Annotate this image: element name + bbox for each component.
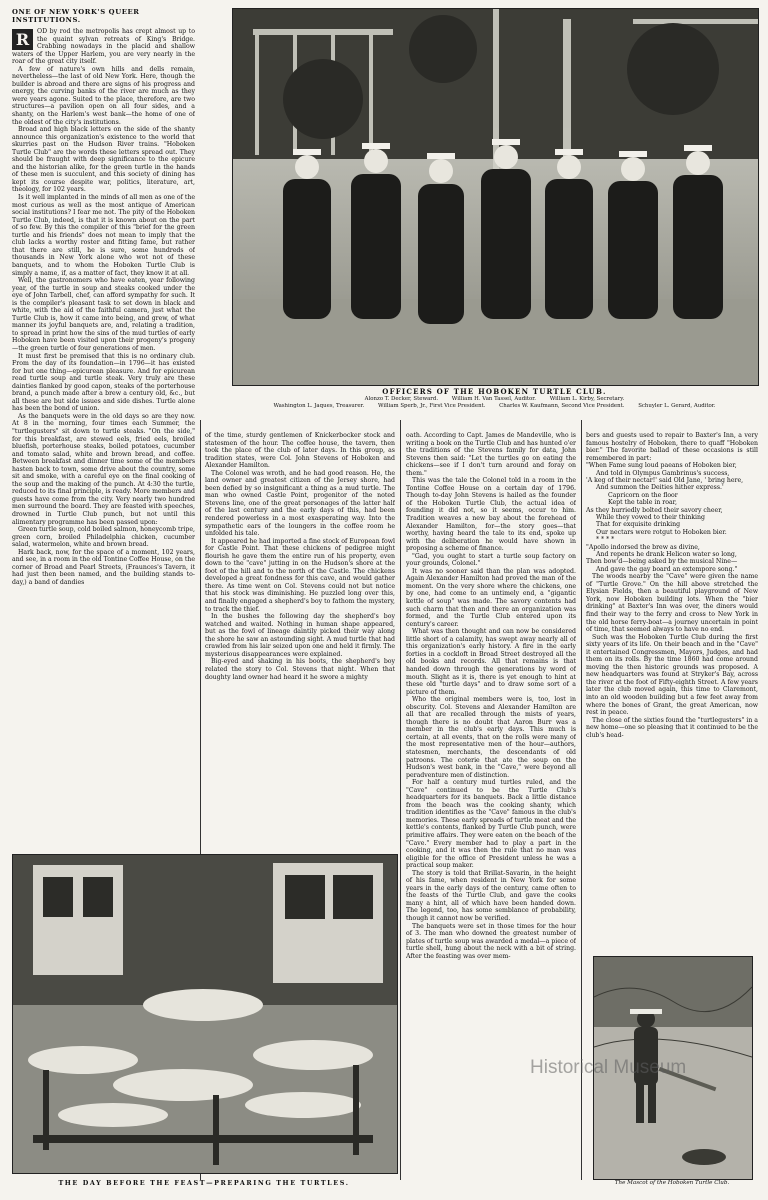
officers-caption [232,388,757,410]
paragraph: "Gad, you ought to start a turtle soup factory on your grounds, Colonel." [406,552,576,568]
verse-line: * * * * [596,536,615,544]
paragraph: Who the original members were is, too, lost in obscurity. Col. Stevens and Alexander Hamilton are all that are recalled through the mists of years, though there is no doubt that Aaron Burr was a member in the club's early days. This much is certain, at all events, that on the rolls were many of the most representative men of the hour—authors, statesmen, merchants, the descendants of old patroons. The coterie that ate the soup on the Hudson's west bank, in the "Cave," were beyond all peradventure men of distinction. [406,696,576,779]
watermark: Historical Museum [530,1057,687,1078]
officers-photo [232,8,759,386]
column-3 [406,432,576,1194]
verse-line: Then bow'd—being asked by the musical Nine— [586,558,738,566]
paragraph: It was no sooner said than the plan was adopted. Again Alexander Hamilton had proved the man of the moment. On the very shore where the chickens, one by one, had come to an untimely end, a "gigantic kettle of soup" was made. The savory contents had such charm that then and there an organization was formed, and the Turtle Club entered upon its century's career. [406,567,576,628]
officers-names-row-1 [232,396,757,403]
verse-line: Our nectars were rotgut to Hoboken bier. [596,528,727,536]
officer-name: Charles W. Kaufmann, Second Vice President. [499,402,625,409]
officer-name: Schuyler L. Gerard, Auditor. [638,402,716,409]
paragraph: A few of nature's own hills and dells remain, nevertheless—the last of old New York. Here, though the builder is abroad and there are signs of his progress and energy, the curving banks of the river are much as they were years agone. Suited to the place, therefore, are two structures—a pavilion open on all four sides, and a shanty, on the Harlem's west bank—the home of one of the oldest of the city's institutions. [12,65,195,126]
officers-caption-title: OFFICERS OF THE HOBOKEN TURTLE CLUB. [382,387,607,396]
column-rule [400,420,401,1180]
paragraph: Big-eyed and shaking in his boots, the shepherd's boy related the story to Col. Stevens that night. When that doughty land owner had heard it he swore a mighty [205,658,395,681]
paragraph: Broad and high black letters on the side of the shanty announce this organization's existence to the world that skurries past on the Hudson River trains. "Hoboken Turtle Club" are the words these letters spread out. They should be fraught with deep significance to the epicure and the historian alike, for the green turtle in the hands of these men is succulent, and this society of dining has kept its course despite war, politics, literature, art, theology, for 102 years. [12,126,195,194]
paragraph: Well, the gastronomers who have eaten, year following year, of the turtle in soup and steaks cooked under the eye of John Tarbell, chef, can afford sympathy for such. It is the compiler's pleasant task to set down in black and white, with the aid of the faithful camera, just what the Turtle Club is, how it came into being, and grew, of what manner its joyful banquets are, and, relating a tradition, to spread in print how the sins of the mud turtles of early Hoboken have been visited upon their progeny's progeny—the green turtle of four generations of men. [12,277,195,352]
verse-line: And gave the gay board an extempore song." [596,565,738,573]
paragraph: It must first be premised that this is no ordinary club. From the day of its foundation—in 1796—it has existed for but one thing—epicurean pleasure. And for epicurean read turtle soup and turtle steak. Very truly are these dainties flanked by good capon, steaks of the porterhouse brand, a punch made after a brew a century old, &c., but all these are but side issues and side dishes. Turtle alone has been the bond of union. [12,352,195,413]
paragraph: What was then thought and can now be considered little short of a calamity, has swept away nearly all of this organization's early history. A fire in the early forties in a cockloft in Broad Street destroyed all the old books and records. All that remains is that handed down through the generations by word of mouth. Slight as it is, there is yet enough to hint at these old "turtle days" and to draw some sort of a picture of them. [406,628,576,696]
paragraph: It appeared he had imported a fine stock of European fowl for Castle Point. That these chickens of pedigree might flourish he gave them the entire run of his property, even down to the "cave" jutting in on the Hudson's shore at the foot of the hill and to the north of the Castle. The chickens developed a great fondness for this cave, and would gather there. As time went on Col. Stevens could not but notice that his stock was diminishing. He puzzled long over this, and finally engaged a shepherd's boy to fathom the mystery, to track the thief. [205,537,395,613]
paragraph: The Colonel was wroth, and he had good reason. He, the land owner and greatest citizen of the Jersey shore, had been defied by so insignificant a thing as a mud turtle. The man who owned Castle Point, progenitor of the noted Stevens line, one of the great personages of the latter half of the last century and the early days of this, had been rendered powerless in a most exasperating way. Into the sympathetic ears of the loungers in the coffee room he unfolded his tale. [205,469,395,538]
column-4 [586,432,758,850]
verse-line: And told in Olympus Gambrinus's success, [596,469,730,477]
turtles-photo-illustration [13,855,397,1173]
verse-line: As they hurriedly bolted their savory cheer, [586,506,723,514]
drop-cap: R [12,29,33,50]
paragraph: bers and guests used to repair to Baxter's Inn, a very famous hostelry of Hoboken, there to quaff "Hoboken bier." The favorite ballad of these occasions is still remembered in part: [586,432,758,462]
paragraph: For half a century mud turtles ruled, and the "Cave" continued to be the Turtle Club's headquarters for its banquets. Back a little distance from the beach was the cooking shanty, which tradition identifies as the "Cave" famous in the club's memories. These early spreads of turtle meat and the kettle's contents, flanked by Turtle Club punch, were primitive affairs. They were eaten on the beach of the "Cave." Every member had to play a part in the cooking, and it was then the rule that no man was eligible for the office of President unless he was a practical soup maker. [406,779,576,870]
paragraph: This was the tale the Colonel told in a room in the Tontine Coffee House on a certain day of 1796. Though to-day John Stevens is hailed as the founder of the Hoboken Turtle Club, the actual idea of founding it did not, so it seems, occur to him. Tradition weaves a new bay about the forehead of Alexander Hamilton, for—the story goes—that worthy, having heard the tale to its end, spoke up with the deliberation he would have shown in proposing a scheme of finance. [406,477,576,553]
column-2 [205,432,395,840]
officer-name: William Sperb, Jr., First Vice President. [377,402,486,409]
officer-name: Alonzo T. Decker, Steward. [364,395,439,402]
verse-line: "Apollo indorsed the brew as divine, [586,543,700,551]
ballad-verse [586,462,758,573]
verse-line: And summon the Deities hither express.' [596,484,724,492]
verse-line: While they vowed to their thinking [596,514,705,522]
turtles-caption: THE DAY BEFORE THE FEAST—PREPARING THE TURTLES. [58,1179,350,1187]
officers-names-row-2 [232,403,757,410]
paragraph: As the banquets were in the old days so are they now. At 8 in the morning, four times each Summer, the "turtlegusters" sit down to turtle steaks. "On the side," for this breakfast, are stewed eels, fried eels, broiled bluefish, porterhouse steaks, boiled potatoes, cucumber and tomato salad, white and brown bread, and coffee. Between breakfast and dinner time some of the members hasten back to town, some drive about the country, some sit and smoke, with a careful eye on the final cooking of the soup and the making of the punch. At 4:30 the turtle, reduced to its final principle, is ready. More members and guests have come from the city. Very nearly two hundred men surround the board. They are feasted with speeches, drowned in Turtle Club punch, but not until this alimentary programme has been passed upon: [12,412,195,526]
article-headline: ONE OF NEW YORK'S QUEER INSTITUTIONS. [12,8,140,24]
verse-line: And repents he drank Helicon water so long, [596,551,737,559]
paragraph: oath. According to Capt. James de Mandeville, who is writing a book on the Turtle Club and has hunted o'er the traditions of the Stevens family for data, John Stevens then said: "Let the turtles go on eating the chickens—see if I don't turn around and foray on them." [406,432,576,477]
officer-name: William H. Van Tassel, Auditor. [451,395,536,402]
verse-line: Kept the table in roar, [608,499,677,507]
verse-line: That for exquisite drinking [596,521,681,529]
paragraph: The woods nearby the "Cave" were given the name of "Turtle Grove." On the hill above stretched the Elysian Fields, then a beautiful playground of New York, now Hoboken building lots. When the "bier drinking" at Baxter's Inn was over, the diners would find their way to the ferry and cross to New York in the old horse ferry-boat—a journey uncertain in point of time, that seemed always to have no end. [586,573,758,634]
paragraph: The close of the sixties found the "turtlegusters" in a new home—one so pleasing that it continued to be the club's head- [586,716,758,739]
paragraph: Green turtle soup, cold boiled salmon, honeycomb tripe, green corn, broiled Philadelphia chicken, cucumber salad, watermelon, white and brown bread. [12,526,195,549]
paragraph: The banquets were set in those times for the hour of 3. The man who downed the greatest number of plates of turtle soup was awarded a medal—a piece of turtle shell, hung about the neck with a bit of string. After the feasting was over mem- [406,922,576,960]
paragraph: In the bushes the following day the shepherd's boy watched and waited. Nothing in human shape appeared, but as the fowl of lineage daintily picked their way along the shore he saw an astounding sight. A mud turtle that had crawled from his lair seized upon one and held it firmly. The mysterious disappearances were explained. [205,613,395,658]
turtles-photo [12,854,398,1174]
lead-paragraph: OD by rod the metropolis has crept almost up to the quaint sylvan retreats of King's Bridge. Crabbing nowadays in the placid and shallow waters of the Upper Harlem, you are very nearly in the roar of the great city itself. [12,28,195,66]
paragraph: Hark back, now, for the space of a moment, 102 years, and see, in a room in the old Tontine Coffee House, on the corner of Broad and Pearl Streets, (Fraunces's Tavern, it had just then been named, and the building stands to-day,) a band of dandies [12,548,195,586]
officer-name: William L. Kirby, Secretary. [549,395,625,402]
paragraph: Is it well implanted in the minds of all men as one of the most curious as well as the most antique of American social institutions? I fear me not. The pity of the Hoboken Turtle Club, indeed, is that it is known about on the part of so few. By this the compiler of this "brief for the green turtle and his friends" does not mean to imply that the club lacks a worthy roster and fitting fame, but rather that there are still, he is sure, some hundreds of thousands in New York alone who wot not of these banquets, and to whom the Hoboken Turtle Club is simply a name, if, as a matter of fact, they know it at all. [12,194,195,277]
mascot-caption: The Mascot of the Hoboken Turtle Club. [614,1180,730,1186]
verse-line: "When Fame sung loud paeans of Hoboken bier, [586,462,737,470]
paragraph: Such was the Hoboken Turtle Club during the first sixty years of its life. On their beach and in the "Cave" it entertained Congressmen, Mayors, Judges, and had them on its rolls. By the time 1860 had come around moving the then historic grounds was proposed. A new headquarters was found at Stryker's Bay, across the river at the foot of Fifty-eighth Street. A few years later the club moved again, this time to Claremont, into an old wooden building but a few feet away from where the bones of Grant, the great American, now rest in peace. [586,633,758,717]
officer-name: Washington L. Jaques, Treasurer. [273,402,365,409]
verse-line: Capricorn on the floor [608,491,678,499]
officers-photo-illustration [233,9,758,385]
verse-line: 'A keg of their nectar!' said Old Jane, ' bring here, [586,477,744,484]
column-1 [12,28,195,858]
paragraph: of the time, sturdy gentlemen of Knickerbocker stock and statesmen of the hour. The coffee house, the tavern, then took the place of the club of later days. In this group, as tradition states, were Col. John Stevens of Hoboken and Alexander Hamilton. [205,432,395,470]
paragraph: The story is told that Brillat-Savarin, in the height of his fame, when resident in New York for some years in the early days of the century, came often to the feasts of the Turtle Club, and gave the cooks many a hint, all of which have been handed down. The legend, too, has some semblance of probability, though it cannot now be verified. [406,869,576,922]
